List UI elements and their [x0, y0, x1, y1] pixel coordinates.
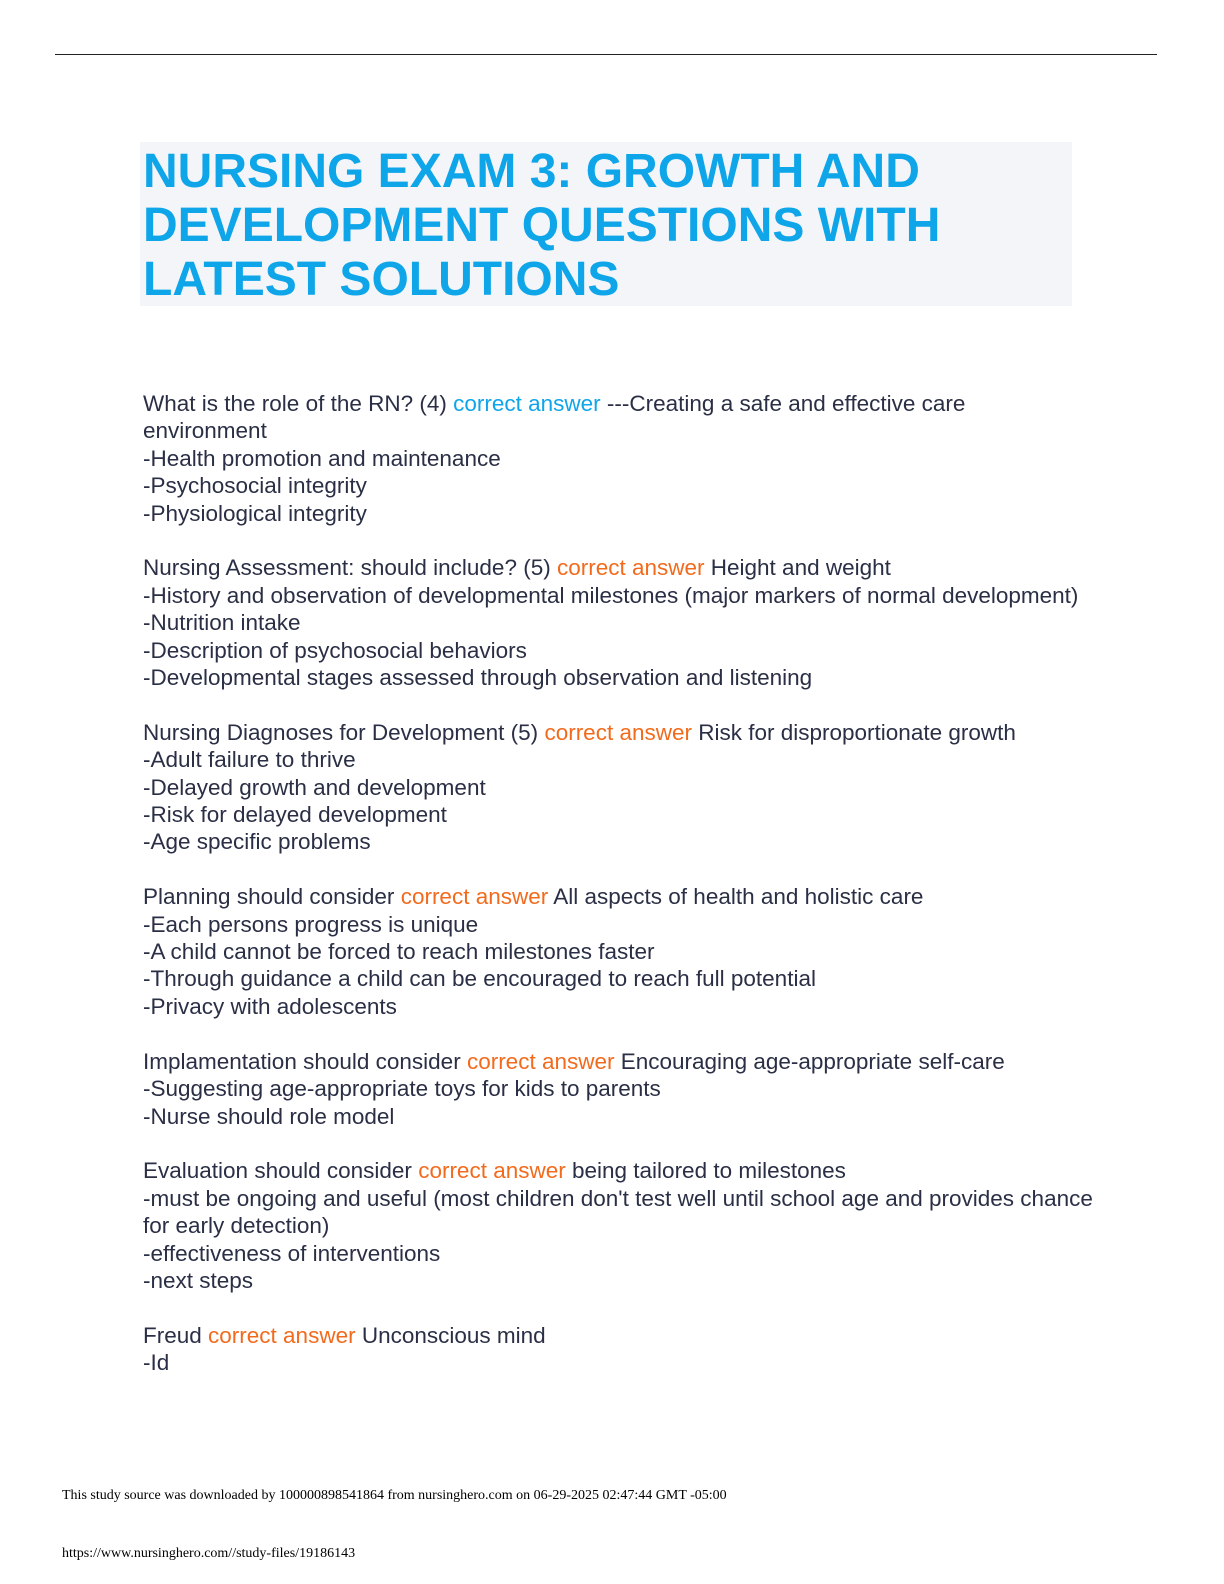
answer-label: correct answer — [453, 391, 601, 416]
answer-item: -Health promotion and maintenance — [143, 445, 501, 471]
answer-label: correct answer — [400, 884, 549, 910]
question-line — [143, 1157, 1093, 1184]
qa-section — [143, 390, 1093, 527]
document-body — [143, 390, 1093, 1404]
answer-item: -Suggesting age-appropriate toys for kids to parents — [143, 1076, 661, 1102]
qa-section — [143, 1322, 1093, 1377]
answer-item: -next steps — [143, 1267, 254, 1293]
header-rule — [55, 54, 1157, 55]
answer-item: -Nurse should role model — [143, 1103, 395, 1129]
answer-item: -Id — [143, 1350, 170, 1376]
question-text: Implamentation should consider — [143, 1048, 467, 1074]
answer-text: Unconscious mind — [355, 1322, 546, 1348]
answer-item: -A child cannot be forced to reach milestones faster — [143, 939, 655, 965]
answer-item: -Adult failure to thrive — [143, 747, 356, 773]
question-line — [143, 390, 1093, 445]
question-text: Nursing Diagnoses for Development (5) — [143, 719, 545, 745]
answer-item: -Nutrition intake — [143, 610, 301, 636]
qa-section — [143, 1157, 1093, 1294]
question-line — [143, 1048, 1093, 1075]
answer-item: -Description of psychosocial behaviors — [143, 637, 527, 663]
answer-item: -Risk for delayed development — [143, 802, 447, 828]
question-line — [143, 1322, 1093, 1349]
answer-label: correct answer — [544, 719, 692, 745]
answer-label: correct answer — [556, 555, 705, 581]
answer-text: All aspects of health and holistic care — [548, 884, 924, 910]
answer-item: -Physiological integrity — [143, 500, 367, 526]
question-text: Planning should consider — [143, 884, 401, 910]
answer-item: -Delayed growth and development — [143, 774, 486, 800]
answer-label: correct answer — [418, 1158, 566, 1184]
question-text: What is the role of the RN? (4) — [143, 391, 454, 416]
answer-text: being tailored to milestones — [565, 1158, 846, 1184]
answer-text: Height and weight — [704, 555, 891, 581]
answer-item: -Developmental stages assessed through observation and listening — [143, 665, 813, 691]
qa-section — [143, 719, 1093, 856]
download-notice: This study source was downloaded by 100000898541864 from nursinghero.com on 06-29-2025 02:47:44 GMT -05:00 — [62, 1488, 727, 1503]
source-url[interactable]: https://www.nursinghero.com//study-files/19186143 — [62, 1546, 356, 1561]
question-text: Evaluation should consider — [143, 1158, 419, 1184]
answer-item: -must be ongoing and useful (most children don't test well until school age and provides chance for early detection) — [143, 1185, 1093, 1239]
document-title: NURSING EXAM 3: GROWTH AND DEVELOPMENT QUESTIONS WITH LATEST SOLUTIONS — [143, 145, 941, 306]
answer-item: -Each persons progress is unique — [143, 911, 479, 937]
answer-text: Risk for disproportionate growth — [691, 719, 1016, 745]
question-text: Freud — [143, 1322, 209, 1348]
answer-label: correct answer — [466, 1048, 615, 1074]
qa-section — [143, 1048, 1093, 1130]
question-line — [143, 719, 1093, 746]
question-line — [143, 554, 1093, 581]
qa-section — [143, 883, 1093, 1020]
answer-text: Encouraging age-appropriate self-care — [614, 1048, 1005, 1074]
answer-item: -effectiveness of interventions — [143, 1240, 441, 1266]
question-line — [143, 883, 1093, 910]
qa-section — [143, 554, 1093, 691]
answer-item: -Psychosocial integrity — [143, 473, 367, 499]
answer-item: -Through guidance a child can be encouraged to reach full potential — [143, 966, 816, 992]
answer-label: correct answer — [208, 1322, 356, 1348]
question-text: Nursing Assessment: should include? (5) — [143, 555, 557, 581]
answer-item: -History and observation of developmental milestones (major markers of normal development) — [143, 582, 1079, 608]
answer-item: -Age specific problems — [143, 829, 371, 855]
answer-text: ---Creating a safe and effective care environment — [143, 391, 966, 444]
answer-item: -Privacy with adolescents — [143, 993, 397, 1019]
